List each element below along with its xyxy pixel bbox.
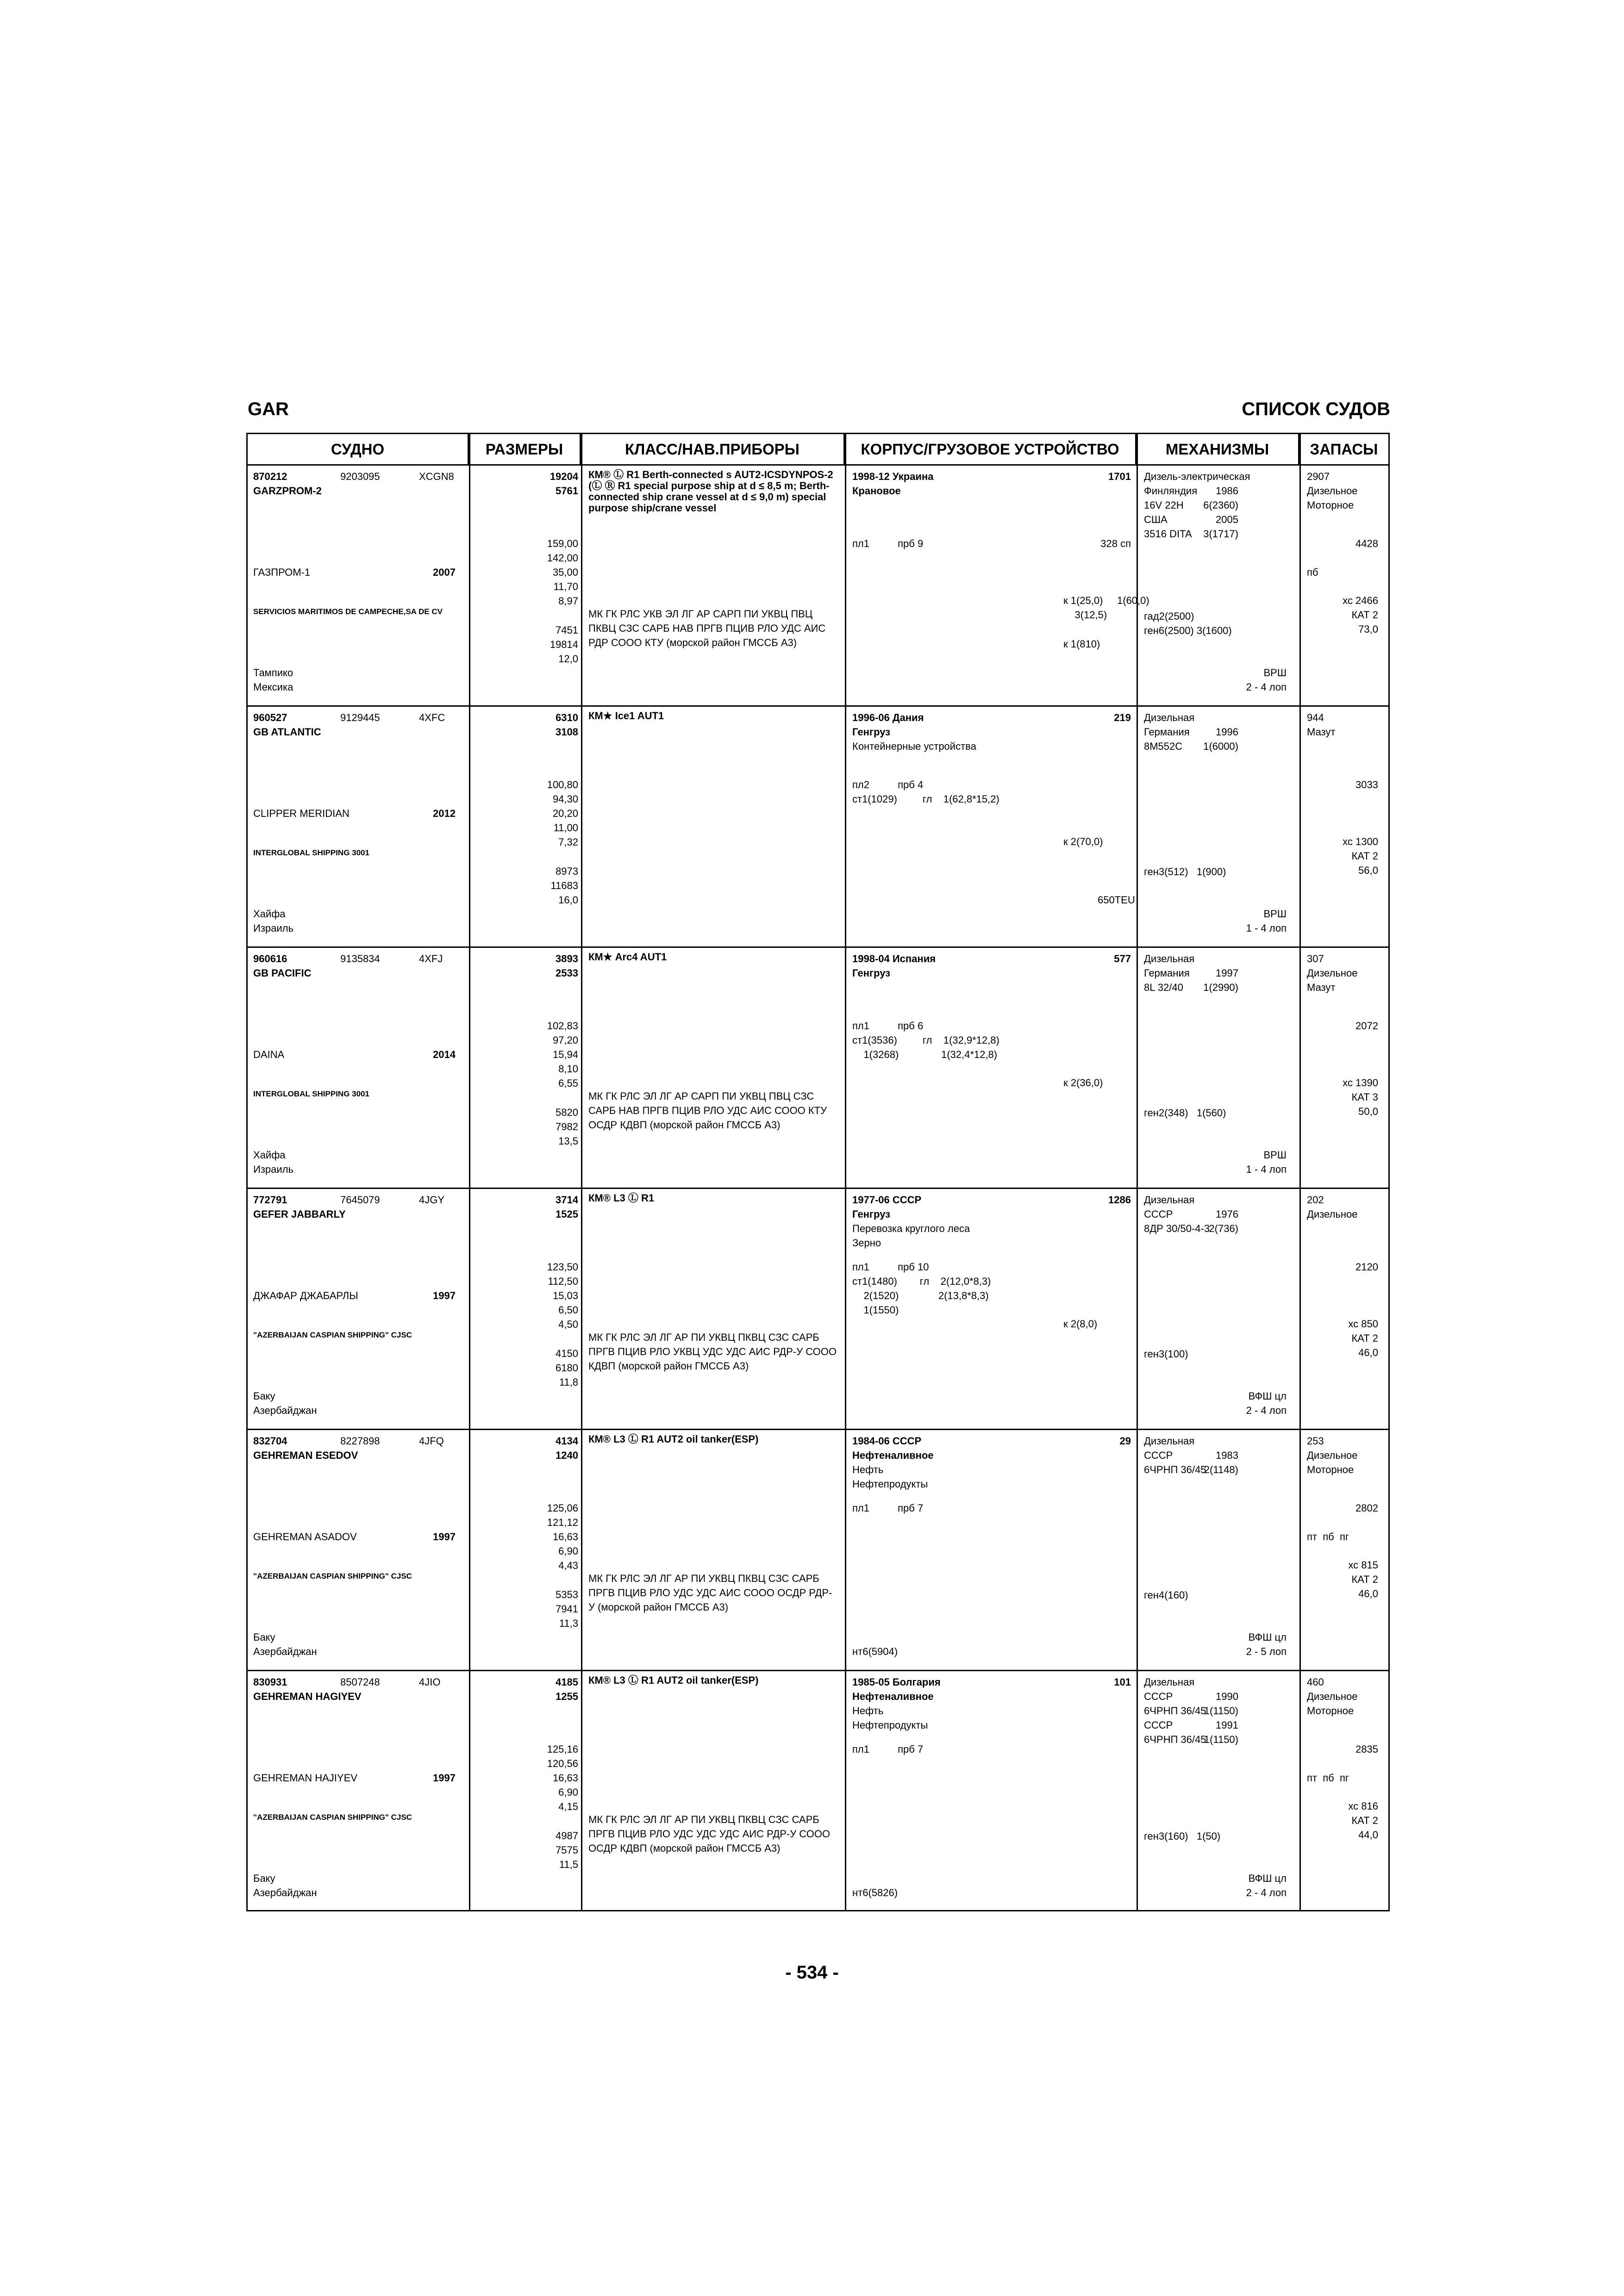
home-port: Хайфа: [253, 908, 286, 920]
dimension-value: 6,55: [558, 1077, 578, 1089]
engine-info-line: Дизельная: [1144, 1435, 1195, 1447]
propeller-blades: 2 - 4 лоп: [1246, 1887, 1287, 1898]
propeller-type: ВФШ цл: [1248, 1631, 1287, 1643]
dimension-value: 8,97: [558, 595, 578, 607]
crane-info: 3(12,5): [1063, 609, 1107, 621]
hull-info-line: Перевозка круглого леса: [852, 1223, 970, 1234]
engine-info-line: 6ЧРНП 36/45: [1144, 1464, 1206, 1475]
page-header-title: СПИСОК СУДОВ: [1242, 399, 1390, 419]
dimension-value: 20,20: [552, 808, 578, 819]
engine-info-line: СССР: [1144, 1208, 1173, 1220]
stores-value: КАТ 2: [1351, 1574, 1378, 1585]
imo-number: 8227898: [340, 1435, 380, 1447]
engine-info-value: 1997: [1216, 967, 1238, 979]
dimension-value: 97,20: [552, 1034, 578, 1046]
hull-bottom-info: нт6(5826): [852, 1887, 898, 1898]
engine-info-line: 6ЧРНП 36/45: [1144, 1705, 1206, 1717]
dimension-value: 4134: [556, 1435, 578, 1447]
engine-info-line: СССР: [1144, 1450, 1173, 1461]
owner-name: INTERGLOBAL SHIPPING 3001: [253, 848, 369, 857]
engine-info-value: 1(2990): [1203, 982, 1238, 993]
navigation-equipment: МК ГК РЛС ЭЛ ЛГ АР ПИ УКВЦ ПКВЦ СЗС САРБ ПРГВ ПЦИВ РЛО УДС УДС УДС АИС РДР-У СООО ОСДР КДВП (морской район ГМССБ А3): [588, 1814, 831, 1854]
dimension-value: 125,06: [547, 1502, 578, 1514]
stores-fuel-types: пб: [1307, 566, 1318, 578]
dimension-value: 4987: [556, 1830, 578, 1842]
propeller-type: ВРШ: [1263, 667, 1287, 678]
stores-line: 253: [1307, 1435, 1324, 1447]
ship-name: GEHREMAN ESEDOV: [253, 1450, 358, 1461]
dimension-value: 16,0: [558, 894, 578, 906]
dimension-value: 6310: [556, 712, 578, 723]
stores-line: 460: [1307, 1676, 1324, 1688]
stores-value: хс 816: [1348, 1800, 1378, 1812]
hold-info-line: пл1 прб 10: [852, 1261, 929, 1273]
hull-info-line: Крановое: [852, 485, 901, 497]
dimension-value: 7941: [556, 1603, 578, 1615]
engine-info-line: 8L 32/40: [1144, 982, 1183, 993]
former-name-year: 1997: [433, 1772, 456, 1784]
dimension-value: 112,50: [548, 1276, 578, 1287]
engine-info-value: 1996: [1216, 726, 1238, 738]
engine-info-line: 8ДР 30/50-4-3: [1144, 1223, 1210, 1234]
engine-info-value: 1976: [1216, 1208, 1238, 1220]
stores-line: Мазут: [1307, 726, 1336, 738]
generator-info: ген3(160) 1(50): [1144, 1830, 1221, 1842]
former-name-year: 2012: [433, 808, 456, 819]
call-sign: 4JFQ: [419, 1435, 444, 1447]
former-name: ГАЗПРОМ-1: [253, 566, 311, 578]
reg-number: 830931: [253, 1676, 287, 1688]
engine-info-line: Дизель-электрическая: [1144, 471, 1250, 482]
stores-value: хс 2466: [1343, 595, 1378, 606]
stores-line: Моторное: [1307, 1464, 1354, 1475]
generator-info: ген6(2500) 3(1600): [1144, 625, 1232, 636]
dimension-value: 8973: [556, 865, 578, 877]
dimension-value: 4,50: [558, 1319, 578, 1330]
propeller-type: ВРШ: [1263, 1149, 1287, 1161]
stores-value: 46,0: [1358, 1588, 1378, 1599]
former-name: CLIPPER MERIDIAN: [253, 808, 350, 819]
dimension-value: 3714: [556, 1194, 578, 1206]
imo-number: 7645079: [340, 1194, 380, 1206]
propeller-type: ВРШ: [1263, 908, 1287, 920]
dimension-value: 6,90: [558, 1545, 578, 1557]
former-name-year: 2007: [433, 566, 456, 578]
engine-info-value: 2005: [1216, 514, 1238, 525]
hull-bottom-info: 650TEU: [1098, 894, 1135, 906]
hold-info-line: пл1 прб 6: [852, 1020, 924, 1032]
dimension-value: 4,15: [558, 1801, 578, 1812]
hull-bottom-info: к 1(810): [1063, 638, 1100, 650]
home-port: Баку: [253, 1631, 275, 1643]
class-notation: КМ★ Arc4 AUT1: [588, 951, 667, 963]
reg-number: 960616: [253, 953, 287, 964]
stores-value: 3033: [1355, 779, 1378, 790]
dimension-value: 15,94: [552, 1049, 578, 1060]
former-name: GEHREMAN ASADOV: [253, 1531, 357, 1543]
call-sign: 4JIO: [419, 1676, 441, 1688]
dimension-value: 5761: [556, 485, 578, 497]
engine-info-line: 8M552C: [1144, 740, 1183, 752]
ship-record: [248, 1189, 1388, 1430]
engine-info-value: 3(1717): [1203, 528, 1238, 540]
hull-number: 1286: [1108, 1194, 1131, 1206]
dimension-value: 123,50: [547, 1261, 578, 1273]
crane-info: к 2(70,0): [1063, 836, 1103, 847]
dimension-value: 7575: [556, 1844, 578, 1856]
hold-info-line: пл1 прб 9: [852, 538, 924, 549]
dimension-value: 15,03: [552, 1290, 578, 1301]
engine-info-line: Дизельная: [1144, 712, 1195, 723]
dimension-value: 6,50: [558, 1304, 578, 1316]
class-notation: КМ® Ⓛ R1 Berth-connected s AUT2-ICSDYNPOS-2 (Ⓛ Ⓡ R1 special purpose ship at d ≤ 8,5 m; Berth-connected ship crane vessel at d ≤ 9,0 m) special purpose ship/crane vessel: [588, 469, 833, 514]
reg-number: 832704: [253, 1435, 287, 1447]
dimension-value: 11,8: [559, 1376, 578, 1388]
dimension-value: 19814: [550, 639, 578, 650]
ship-record: [248, 707, 1388, 948]
dimension-value: 11,3: [559, 1618, 578, 1629]
owner-name: INTERGLOBAL SHIPPING 3001: [253, 1089, 369, 1098]
column-divider: [469, 434, 470, 1910]
engine-info-line: 16V 22H: [1144, 499, 1184, 511]
dimension-value: 11683: [550, 880, 578, 891]
engine-info-line: США: [1144, 514, 1168, 525]
dimension-value: 6180: [556, 1362, 578, 1374]
dimension-value: 120,56: [547, 1758, 578, 1769]
dimension-value: 7451: [556, 624, 578, 636]
engine-info-line: Дизельная: [1144, 1676, 1195, 1688]
flag-country: Азербайджан: [253, 1887, 317, 1898]
generator-info: ген2(348) 1(560): [1144, 1107, 1226, 1119]
former-name: DAINA: [253, 1049, 285, 1060]
stores-value: 2072: [1355, 1020, 1378, 1032]
generator-info: ген3(100): [1144, 1348, 1188, 1360]
former-name-year: 2014: [433, 1049, 456, 1060]
dimension-value: 4,43: [558, 1560, 578, 1571]
propeller-blades: 2 - 4 лоп: [1246, 681, 1287, 693]
hull-build-info: 1984-06 СССР: [852, 1435, 922, 1447]
propeller-blades: 2 - 4 лоп: [1246, 1405, 1287, 1416]
hull-info-line: Контейнерные устройства: [852, 740, 976, 752]
dimension-value: 5353: [556, 1589, 578, 1600]
stores-fuel-types: пт пб пг: [1307, 1531, 1349, 1543]
engine-info-line: Дизельная: [1144, 1194, 1195, 1206]
column-divider: [581, 434, 582, 1910]
home-port: Баку: [253, 1873, 275, 1884]
stores-value: хс 850: [1348, 1318, 1378, 1330]
imo-number: 9203095: [340, 471, 380, 482]
propeller-type: ВФШ цл: [1248, 1390, 1287, 1402]
hull-number: 29: [1119, 1435, 1131, 1447]
hull-info-line: Нефтепродукты: [852, 1719, 928, 1731]
flag-country: Мексика: [253, 681, 294, 693]
hull-info-line: Генгруз: [852, 726, 891, 738]
dimension-value: 35,00: [552, 566, 578, 578]
home-port: Хайфа: [253, 1149, 286, 1161]
engine-info-value: 1990: [1216, 1691, 1238, 1702]
ship-name: GB ATLANTIC: [253, 726, 321, 738]
call-sign: 4XFC: [419, 712, 445, 723]
ship-record: [248, 948, 1388, 1189]
class-notation: КМ® L3 Ⓛ R1 AUT2 oil tanker(ESP): [588, 1433, 759, 1445]
owner-name: "AZERBAIJAN CASPIAN SHIPPING" CJSC: [253, 1331, 412, 1339]
engine-info-value: 2(1148): [1204, 1464, 1238, 1475]
dimension-value: 102,83: [547, 1020, 578, 1032]
hull-build-info: 1977-06 СССР: [852, 1194, 922, 1206]
crane-info: к 1(25,0) 1(60,0): [1063, 595, 1149, 606]
dimension-value: 16,63: [552, 1772, 578, 1784]
reg-number: 960527: [253, 712, 287, 723]
stores-value: КАТ 2: [1351, 850, 1378, 862]
ship-name: GARZPROM-2: [253, 485, 322, 497]
dimension-value: 7982: [556, 1121, 578, 1132]
dimension-value: 3108: [556, 726, 578, 738]
engine-info-line: Финляндия: [1144, 485, 1198, 497]
dimension-value: 159,00: [547, 538, 578, 549]
hull-number: 1701: [1108, 471, 1131, 482]
stores-line: Мазут: [1307, 982, 1336, 993]
engine-info-value: 1991: [1216, 1719, 1238, 1731]
call-sign: XCGN8: [419, 471, 454, 482]
former-name-year: 1997: [433, 1290, 456, 1301]
crane-info: к 2(8,0): [1063, 1318, 1098, 1330]
dimension-value: 16,63: [552, 1531, 578, 1543]
stores-value: хс 1300: [1343, 836, 1378, 847]
stores-value: 46,0: [1358, 1347, 1378, 1358]
column-header-machinery: МЕХАНИЗМЫ: [1137, 434, 1299, 466]
home-port: Тампико: [253, 667, 294, 678]
hull-build-info: 1985-05 Болгария: [852, 1676, 941, 1688]
navigation-equipment: МК ГК РЛС ЭЛ ЛГ АР САРП ПИ УКВЦ ПВЦ СЗС САРБ НАВ ПРГВ ПЦИВ РЛО УДС АИС СООО КТУ ОСДР КДВП (морской район ГМССБ А3): [588, 1090, 827, 1131]
engine-info-value: 1986: [1216, 485, 1238, 497]
call-sign: 4JGY: [419, 1194, 445, 1206]
dimension-value: 11,70: [553, 581, 578, 592]
propeller-blades: 2 - 5 лоп: [1246, 1646, 1287, 1657]
stores-value: 2120: [1355, 1261, 1378, 1273]
dimension-value: 1255: [556, 1691, 578, 1702]
column-divider: [1299, 434, 1301, 1910]
ship-record: [248, 466, 1388, 707]
class-notation: КМ★ Ice1 AUT1: [588, 710, 664, 722]
stores-value: КАТ 2: [1351, 1332, 1378, 1344]
stores-value: хс 1390: [1343, 1077, 1378, 1089]
flag-country: Азербайджан: [253, 1646, 317, 1657]
stores-line: Дизельное: [1307, 1691, 1358, 1702]
hull-info-line: Генгруз: [852, 967, 891, 979]
engine-info-value: 6(2360): [1203, 499, 1238, 511]
hull-number: 577: [1114, 953, 1131, 964]
hold-capacity: 328 сп: [1100, 538, 1131, 549]
home-port: Баку: [253, 1390, 275, 1402]
class-notation: КМ® L3 Ⓛ R1 AUT2 oil tanker(ESP): [588, 1674, 759, 1686]
imo-number: 8507248: [340, 1676, 380, 1688]
column-header-hull: КОРПУС/ГРУЗОВОЕ УСТРОЙСТВО: [845, 434, 1137, 466]
engine-info-value: 1983: [1216, 1450, 1238, 1461]
engine-info-line: 3516 DITA: [1144, 528, 1192, 540]
dimension-value: 6,90: [558, 1786, 578, 1798]
dimension-value: 7,32: [558, 836, 578, 848]
hull-info-line: Нефтеналивное: [852, 1691, 934, 1702]
hull-info-line: Нефтепродукты: [852, 1478, 928, 1490]
owner-name: SERVICIOS MARITIMOS DE CAMPECHE,SA DE CV: [253, 607, 443, 616]
former-name-year: 1997: [433, 1531, 456, 1543]
stores-line: 307: [1307, 953, 1324, 964]
stores-value: КАТ 2: [1351, 609, 1378, 621]
class-notation: КМ® L3 Ⓛ R1: [588, 1192, 655, 1204]
dimension-value: 94,30: [552, 793, 578, 805]
dimension-value: 8,10: [558, 1063, 578, 1075]
page-number: - 534 -: [785, 1962, 839, 1983]
engine-info-line: Германия: [1144, 967, 1190, 979]
hold-info-line: ст1(1029) гл 1(62,8*15,2): [852, 793, 999, 805]
hull-number: 219: [1114, 712, 1131, 723]
stores-line: Моторное: [1307, 1705, 1354, 1717]
hull-info-line: Генгруз: [852, 1208, 891, 1220]
hold-info-line: 1(1550): [852, 1304, 899, 1316]
flag-country: Азербайджан: [253, 1405, 317, 1416]
ship-register-table: [246, 433, 1390, 1911]
hold-info-line: ст1(1480) гл 2(12,0*8,3): [852, 1276, 991, 1287]
engine-info-line: СССР: [1144, 1691, 1173, 1702]
call-sign: 4XFJ: [419, 953, 443, 964]
hull-build-info: 1998-12 Украина: [852, 471, 934, 482]
hull-info-line: Зерно: [852, 1237, 881, 1249]
engine-info-value: 1(6000): [1203, 740, 1238, 752]
hull-info-line: Нефтеналивное: [852, 1450, 934, 1461]
engine-info-line: Германия: [1144, 726, 1190, 738]
navigation-equipment: МК ГК РЛС УКВ ЭЛ ЛГ АР САРП ПИ УКВЦ ПВЦ ПКВЦ СЗС САРБ НАВ ПРГВ ПЦИВ РЛО УДС АИС РДР СООО КТУ (морской район ГМССБ А3): [588, 608, 826, 648]
ship-name: GEFER JABBARLY: [253, 1208, 346, 1220]
flag-country: Израиль: [253, 1164, 294, 1175]
ship-record: [248, 1671, 1388, 1910]
dimension-value: 5820: [556, 1107, 578, 1118]
hold-info-line: пл1 прб 7: [852, 1743, 924, 1755]
stores-value: 44,0: [1358, 1829, 1378, 1841]
engine-info-line: СССР: [1144, 1719, 1173, 1731]
engine-info-line: 6ЧРНП 36/45: [1144, 1734, 1206, 1745]
hull-build-info: 1996-06 Дания: [852, 712, 924, 723]
navigation-equipment: МК ГК РЛС ЭЛ ЛГ АР ПИ УКВЦ ПКВЦ СЗС САРБ ПРГВ ПЦИВ РЛО УДС УДС АИС СООО ОСДР РДР-У (морской район ГМССБ А3): [588, 1573, 832, 1613]
stores-value: 56,0: [1358, 865, 1378, 876]
owner-name: "AZERBAIJAN CASPIAN SHIPPING" CJSC: [253, 1813, 412, 1822]
propeller-type: ВФШ цл: [1248, 1873, 1287, 1884]
engine-info-value: 2(736): [1209, 1223, 1238, 1234]
hull-number: 101: [1114, 1676, 1131, 1688]
hull-build-info: 1998-04 Испания: [852, 953, 936, 964]
hull-info-line: Нефть: [852, 1705, 884, 1717]
ship-record: [248, 1430, 1388, 1671]
dimension-value: 3893: [556, 953, 578, 964]
dimension-value: 142,00: [547, 552, 578, 564]
dimension-value: 1240: [556, 1450, 578, 1461]
stores-value: КАТ 2: [1351, 1815, 1378, 1826]
column-header-dimensions: РАЗМЕРЫ: [469, 434, 581, 466]
reg-number: 772791: [253, 1194, 287, 1206]
stores-value: 50,0: [1358, 1106, 1378, 1117]
navigation-equipment: МК ГК РЛС ЭЛ ЛГ АР ПИ УКВЦ ПКВЦ СЗС САРБ ПРГВ ПЦИВ РЛО УКВЦ УДС УДС АИС РДР-У СООО КДВП (морской район ГМССБ А3): [588, 1332, 837, 1372]
column-divider: [845, 434, 846, 1910]
stores-line: Дизельное: [1307, 1450, 1358, 1461]
dimension-value: 1525: [556, 1208, 578, 1220]
dimension-value: 2533: [556, 967, 578, 979]
stores-line: 2907: [1307, 471, 1330, 482]
dimension-value: 4185: [556, 1676, 578, 1688]
hold-info-line: 2(1520) 2(13,8*8,3): [852, 1290, 989, 1301]
column-header-stores: ЗАПАСЫ: [1299, 434, 1388, 466]
propeller-blades: 1 - 4 лоп: [1246, 1164, 1287, 1175]
hold-info-line: ст1(3536) гл 1(32,9*12,8): [852, 1034, 999, 1046]
stores-value: 2835: [1355, 1743, 1378, 1755]
imo-number: 9129445: [340, 712, 380, 723]
stores-value: КАТ 3: [1351, 1091, 1378, 1103]
stores-value: 4428: [1355, 538, 1378, 549]
generator-info: ген3(512) 1(900): [1144, 866, 1226, 877]
dimension-value: 19204: [550, 471, 578, 482]
dimension-value: 11,00: [553, 822, 578, 834]
owner-name: "AZERBAIJAN CASPIAN SHIPPING" CJSC: [253, 1572, 412, 1580]
ship-name: GEHREMAN HAGIYEV: [253, 1691, 362, 1702]
flag-country: Израиль: [253, 922, 294, 934]
engine-info-line: Дизельная: [1144, 953, 1195, 964]
stores-line: 202: [1307, 1194, 1324, 1206]
dimension-value: 125,16: [547, 1743, 578, 1755]
hull-info-line: Нефть: [852, 1464, 884, 1475]
engine-info-value: 1(1150): [1204, 1705, 1238, 1717]
stores-line: Моторное: [1307, 499, 1354, 511]
stores-line: 944: [1307, 712, 1324, 723]
stores-line: Дизельное: [1307, 1208, 1358, 1220]
dimension-value: 100,80: [547, 779, 578, 790]
dimension-value: 121,12: [547, 1517, 578, 1528]
engine-info-value: 1(1150): [1204, 1734, 1238, 1745]
former-name: GEHREMAN HAJIYEV: [253, 1772, 357, 1784]
hull-bottom-info: нт6(5904): [852, 1646, 898, 1657]
hold-info-line: пл1 прб 7: [852, 1502, 924, 1514]
column-header-class: КЛАСС/НАВ.ПРИБОРЫ: [581, 434, 845, 466]
dimension-value: 12,0: [558, 653, 578, 665]
hold-info-line: 1(3268) 1(32,4*12,8): [852, 1049, 998, 1060]
stores-line: Дизельное: [1307, 967, 1358, 979]
stores-line: Дизельное: [1307, 485, 1358, 497]
dimension-value: 4150: [556, 1348, 578, 1359]
generator-info: ген4(160): [1144, 1589, 1188, 1601]
propeller-blades: 1 - 4 лоп: [1246, 922, 1287, 934]
imo-number: 9135834: [340, 953, 380, 964]
stores-value: хс 815: [1348, 1559, 1378, 1571]
dimension-value: 11,5: [559, 1859, 578, 1870]
stores-fuel-types: пт пб пг: [1307, 1772, 1349, 1784]
former-name: ДЖАФАР ДЖАБАРЛЫ: [253, 1290, 358, 1301]
hold-info-line: пл2 прб 4: [852, 779, 924, 790]
column-divider: [1137, 434, 1138, 1910]
page-header-code: GAR: [248, 399, 289, 419]
reg-number: 870212: [253, 471, 287, 482]
column-header-vessel: СУДНО: [248, 434, 469, 466]
dimension-value: 13,5: [558, 1135, 578, 1147]
ship-name: GB PACIFIC: [253, 967, 312, 979]
stores-value: 73,0: [1358, 623, 1378, 635]
stores-value: 2802: [1355, 1502, 1378, 1514]
generator-info: гад2(2500): [1144, 610, 1194, 622]
crane-info: к 2(36,0): [1063, 1077, 1103, 1089]
